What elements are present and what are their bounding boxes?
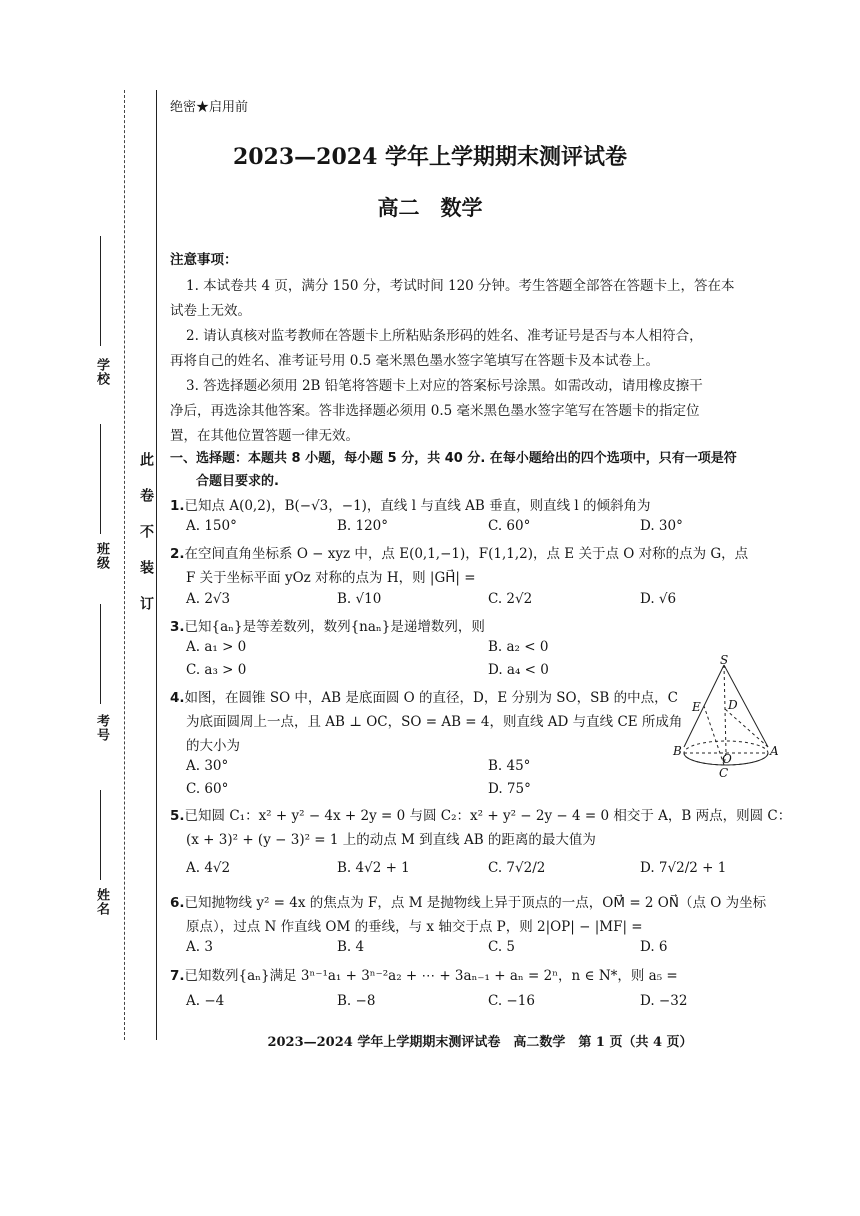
option-d[interactable]: D. 30° <box>640 518 683 534</box>
question-text: 已知点 A(0,2)，B(−√3，−1)，直线 l 与直线 AB 垂直，则直线 l 的倾斜角为 <box>184 498 651 514</box>
option-b[interactable]: B. 45° <box>488 758 531 774</box>
section-heading: 一、选择题：本题共 8 小题，每小题 5 分，共 40 分. 在每小题给出的四个选项中，只有一项是符 <box>170 451 737 466</box>
option-b[interactable]: B. a₂ < 0 <box>488 639 549 655</box>
name-field <box>96 790 108 930</box>
question-text-cont: (x + 3)² + (y − 3)² = 1 上的动点 M 到直线 AB 的距离的最大值为 <box>186 832 596 848</box>
notes-line: 3. 答选择题必须用 2B 铅笔将答题卡上对应的答案标号涂黑。如需改动，请用橡皮擦干 <box>186 378 703 394</box>
notes-line: 试卷上无效。 <box>170 303 251 319</box>
margin-dashed-line <box>124 90 125 1040</box>
question-number: 5. <box>170 808 185 824</box>
margin-solid-line <box>156 90 157 1040</box>
label-d: D <box>728 698 738 712</box>
question-text: 已知{aₙ}是等差数列，数列{naₙ}是递增数列，则 <box>184 619 485 635</box>
question-number: 2. <box>170 546 185 562</box>
option-c[interactable]: C. a₃ > 0 <box>186 662 247 678</box>
page-footer: 2023—2024 学年上学期期末测评试卷 高二数学 第 1 页（共 4 页） <box>267 1035 693 1050</box>
option-d[interactable]: D. a₄ < 0 <box>488 662 549 678</box>
option-b[interactable]: B. √10 <box>337 591 382 607</box>
option-a[interactable]: A. 3 <box>186 939 213 955</box>
question-number: 4. <box>170 690 185 706</box>
question-text-cont: F 关于坐标平面 yOz 对称的点为 H，则 |GH⃗| = <box>186 570 476 586</box>
label-o: O <box>722 752 732 766</box>
binding-warning: 此 卷 不 装 订 <box>138 452 154 614</box>
option-a[interactable]: A. −4 <box>186 993 225 1009</box>
notes-line: 2. 请认真核对监考教师在答题卡上所粘贴条形码的姓名、准考证号是否与本人相符合， <box>186 328 703 344</box>
notes-line: 净后，再选涂其他答案。答非选择题必须用 0.5 毫米黑色墨水签字笔写在答题卡的指定位 <box>170 403 700 419</box>
option-b[interactable]: B. 120° <box>337 518 389 534</box>
question-text: 在空间直角坐标系 O − xyz 中，点 E(0,1,−1)，F(1,1,2)，点 E 关于点 O 对称的点为 G，点 <box>184 546 749 562</box>
question-text: 如图，在圆锥 SO 中，AB 是底面圆 O 的直径，D，E 分别为 SO，SB 的中点，C <box>184 690 678 706</box>
option-c[interactable]: C. −16 <box>488 993 535 1009</box>
cone-ad <box>725 709 768 747</box>
question-7 <box>170 964 678 984</box>
cone-ce <box>704 706 724 765</box>
option-c[interactable]: C. 60° <box>186 781 229 797</box>
school-label: 学校 <box>94 358 109 386</box>
question-5 <box>170 804 791 824</box>
option-a[interactable]: A. 150° <box>186 518 237 534</box>
question-number: 3. <box>170 619 185 635</box>
question-number: 1. <box>170 498 185 514</box>
option-d[interactable]: D. 7√2/2 + 1 <box>640 860 727 876</box>
question-number: 6. <box>170 895 185 911</box>
question-text: 已知圆 C₁：x² + y² − 4x + 2y = 0 与圆 C₂：x² + y² − 2y − 4 = 0 相交于 A，B 两点，则圆 C： <box>184 808 792 824</box>
notes-line: 1. 本试卷共 4 页，满分 150 分，考试时间 120 分钟。考生答题全部答在答题卡上，答在本 <box>186 278 735 294</box>
question-2 <box>170 542 748 562</box>
question-6 <box>170 891 766 911</box>
question-text: 已知数列{aₙ}满足 3ⁿ⁻¹a₁ + 3ⁿ⁻²a₂ + ⋯ + 3aₙ₋₁ + aₙ = 2ⁿ，n ∈ N*，则 a₅ = <box>184 968 678 984</box>
option-a[interactable]: A. 4√2 <box>186 860 231 876</box>
option-a[interactable]: A. a₁ > 0 <box>186 639 247 655</box>
option-c[interactable]: C. 2√2 <box>488 591 533 607</box>
question-3 <box>170 615 485 635</box>
notes-line: 再将自己的姓名、准考证号用 0.5 毫米黑色墨水签字笔填写在答题卡及本试卷上。 <box>170 353 660 369</box>
question-1 <box>170 494 651 514</box>
class-label: 班级 <box>94 542 109 570</box>
school-underline <box>100 236 101 346</box>
question-number: 7. <box>170 968 185 984</box>
exam-no-field <box>96 604 108 764</box>
notes-heading: 注意事项： <box>170 252 238 268</box>
name-underline <box>100 790 101 880</box>
option-d[interactable]: D. √6 <box>640 591 677 607</box>
section-heading-cont: 合题目要求的. <box>196 474 279 489</box>
question-text-cont: 的大小为 <box>186 738 240 754</box>
option-b[interactable]: B. −8 <box>337 993 376 1009</box>
label-s: S <box>720 655 729 667</box>
question-text-cont: 原点），过点 N 作直线 OM 的垂线，与 x 轴交于点 P，则 2|OP| − |MF| = <box>186 919 643 935</box>
option-b[interactable]: B. 4√2 + 1 <box>337 860 410 876</box>
label-e: E <box>692 700 701 714</box>
label-c: C <box>719 766 729 780</box>
class-underline <box>100 424 101 534</box>
cone-figure <box>672 655 792 785</box>
notes-line: 置，在其他位置答题一律无效。 <box>170 428 359 444</box>
option-d[interactable]: D. 75° <box>488 781 531 797</box>
option-c[interactable]: C. 5 <box>488 939 516 955</box>
option-b[interactable]: B. 4 <box>337 939 365 955</box>
question-4 <box>170 686 678 706</box>
option-d[interactable]: D. 6 <box>640 939 668 955</box>
option-d[interactable]: D. −32 <box>640 993 688 1009</box>
exam-no-label: 考号 <box>94 714 109 742</box>
exam-subtitle: 高二 数学 <box>377 195 483 220</box>
exam-title: 2023—2024 学年上学期期末测评试卷 <box>232 144 628 170</box>
option-a[interactable]: A. 30° <box>186 758 229 774</box>
name-label: 姓名 <box>94 888 109 916</box>
option-a[interactable]: A. 2√3 <box>186 591 231 607</box>
label-a: A <box>770 744 779 758</box>
question-text-cont: 为底面圆周上一点，且 AB ⊥ OC，SO = AB = 4，则直线 AD 与直线 CE 所成角 <box>186 714 683 730</box>
exam-no-underline <box>100 604 101 704</box>
label-b: B <box>673 744 682 758</box>
school-field <box>96 236 108 406</box>
question-text: 已知抛物线 y² = 4x 的焦点为 F，点 M 是抛物线上异于顶点的一点，OM⃗ = 2 ON⃗（点 O 为坐标 <box>184 895 767 911</box>
secret-mark: 绝密★启用前 <box>170 100 249 115</box>
option-c[interactable]: C. 7√2/2 <box>488 860 546 876</box>
option-c[interactable]: C. 60° <box>488 518 531 534</box>
class-field <box>96 424 108 594</box>
